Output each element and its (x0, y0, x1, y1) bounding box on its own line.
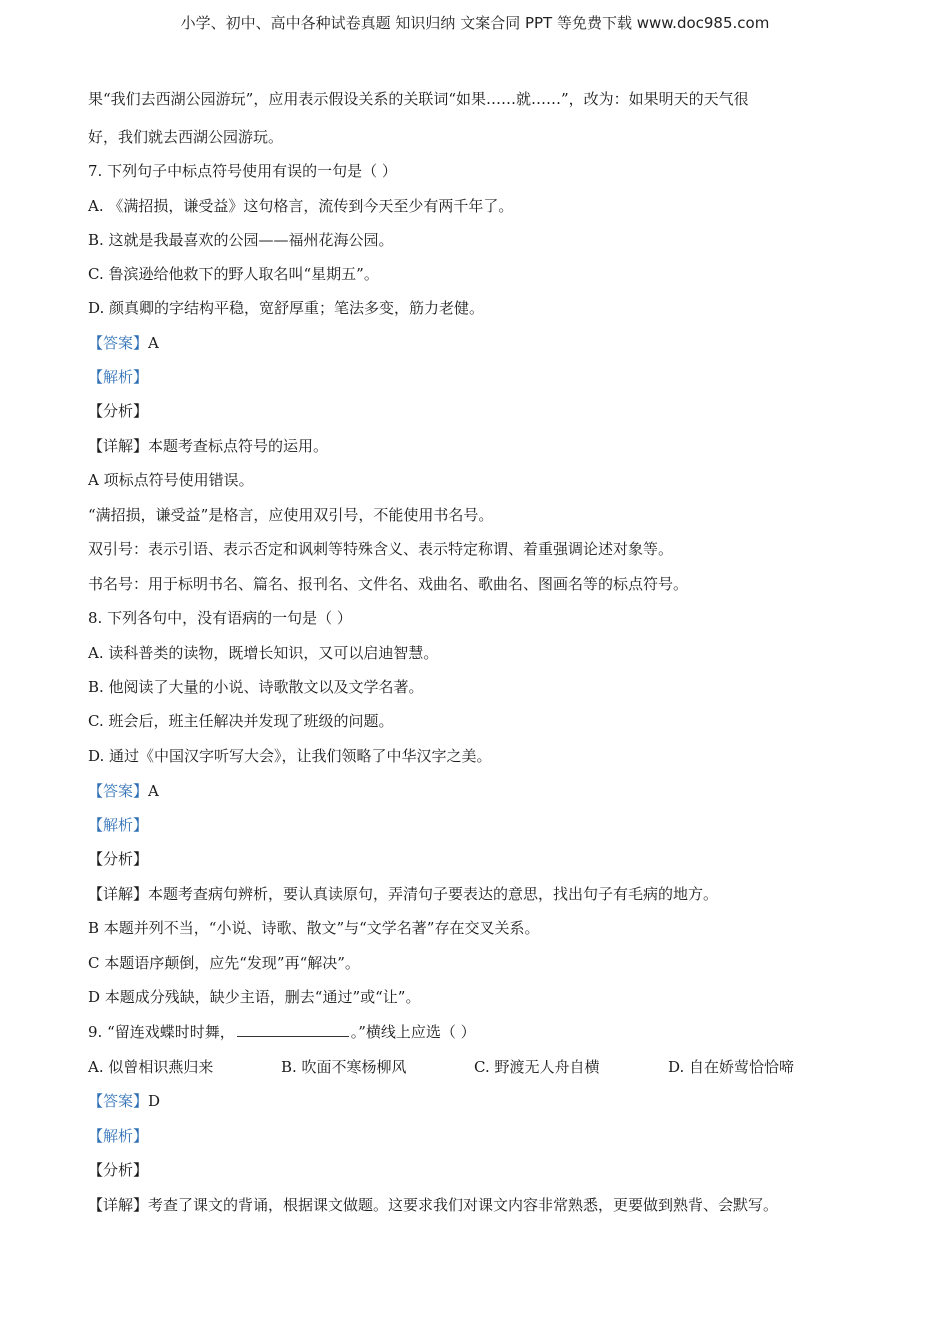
option-a: A. 似曾相识燕归来 (88, 1058, 214, 1076)
option-c: C. 班会后，班主任解决并发现了班级的问题。 (88, 712, 394, 730)
question-8: 8. 下列各句中，没有语病的一句是（ ） (88, 609, 352, 627)
question-9-prefix: 9. “留连戏蝶时时舞， (88, 1023, 235, 1041)
option-d: D. 通过《中国汉字听写大会》，让我们领略了中华汉字之美。 (88, 747, 492, 765)
analysis-tag: 【解析】 (88, 368, 149, 386)
option-b: B. 他阅读了大量的小说、诗歌散文以及文学名著。 (88, 678, 424, 696)
fenxi-tag: 【分析】 (88, 850, 149, 868)
option-d: D. 自在娇莺恰恰啼 (668, 1058, 795, 1076)
explanation-line: A 项标点符号使用错误。 (88, 471, 254, 489)
answer-line (88, 1091, 878, 1111)
fill-blank (237, 1022, 349, 1037)
option-a: A. 读科普类的读物，既增长知识，又可以启迪智慧。 (88, 644, 439, 662)
option-d: D. 颜真卿的字结构平稳，宽舒厚重；笔法多变，筋力老健。 (88, 299, 485, 317)
detail-line: 【详解】考查了课文的背诵，根据课文做题。这要求我们对课文内容非常熟悉，更要做到熟背、会默写。 (88, 1196, 779, 1214)
question-9-suffix: 。”横线上应选（ ） (350, 1023, 476, 1041)
explanation-line: B 本题并列不当，“小说、诗歌、散文”与“文学名著”存在交叉关系。 (88, 919, 540, 937)
text-line: 好，我们就去西湖公园游玩。 (88, 128, 284, 146)
fenxi-tag: 【分析】 (88, 402, 149, 420)
analysis-tag: 【解析】 (88, 1127, 149, 1145)
text-line: 果“我们去西湖公园游玩”，应用表示假设关系的关联词“如果……就……”，改为：如果明天的天气很 (88, 90, 749, 108)
detail-line: 【详解】本题考查病句辨析，要认真读原句，弄清句子要表达的意思，找出句子有毛病的地方。 (88, 885, 719, 903)
answer-value: A (148, 782, 159, 800)
answer-tag: 【答案】 (88, 334, 149, 352)
explanation-line: D 本题成分残缺，缺少主语，删去“通过”或“让”。 (88, 988, 421, 1006)
answer-value: A (148, 334, 159, 352)
explanation-line: 书名号：用于标明书名、篇名、报刊名、文件名、戏曲名、歌曲名、图画名等的标点符号。 (88, 575, 689, 593)
option-b: B. 这就是我最喜欢的公园——福州花海公园。 (88, 231, 394, 249)
option-b: B. 吹面不寒杨柳风 (281, 1058, 407, 1076)
explanation-line: 双引号：表示引语、表示否定和讽刺等特殊含义、表示特定称谓、着重强调论述对象等。 (88, 540, 674, 558)
detail-line: 【详解】本题考查标点符号的运用。 (88, 437, 329, 455)
question-9 (88, 1022, 878, 1042)
answer-value: D (148, 1092, 161, 1110)
option-c: C. 野渡无人舟自横 (474, 1058, 600, 1076)
option-c: C. 鲁滨逊给他救下的野人取名叫“星期五”。 (88, 265, 379, 283)
answer-line (88, 781, 878, 801)
explanation-line: “满招损，谦受益”是格言，应使用双引号，不能使用书名号。 (88, 506, 494, 524)
answer-tag: 【答案】 (88, 782, 149, 800)
answer-tag: 【答案】 (88, 1092, 149, 1110)
explanation-line: C 本题语序颠倒，应先“发现”再“解决”。 (88, 954, 360, 972)
page-header: 小学、初中、高中各种试卷真题 知识归纳 文案合同 PPT 等免费下载 www.doc985.com (180, 14, 770, 32)
question-7: 7. 下列句子中标点符号使用有误的一句是（ ） (88, 162, 397, 180)
answer-line (88, 333, 878, 353)
option-a: A. 《满招损，谦受益》这句格言，流传到今天至少有两千年了。 (88, 197, 514, 215)
analysis-tag: 【解析】 (88, 816, 149, 834)
fenxi-tag: 【分析】 (88, 1161, 149, 1179)
